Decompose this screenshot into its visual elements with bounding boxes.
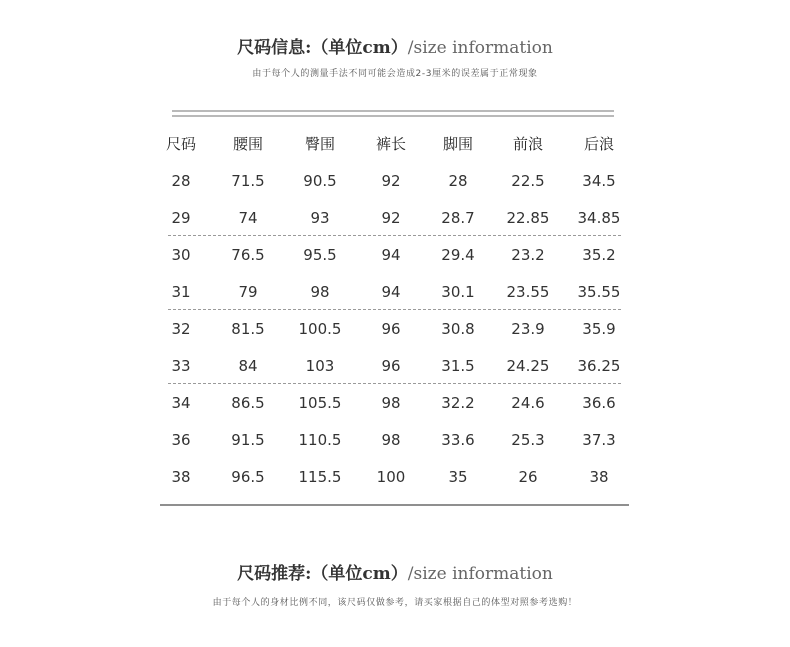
header-front-rise: 前浪 bbox=[512, 135, 543, 153]
cell-size: 31 bbox=[171, 283, 191, 301]
size-recommend-title-english: /size information bbox=[407, 564, 553, 584]
table-row bbox=[0, 242, 790, 268]
cell-hip: 93 bbox=[310, 209, 330, 227]
cell-front-rise: 23.9 bbox=[511, 320, 545, 338]
cell-length: 98 bbox=[381, 394, 401, 412]
cell-size: 29 bbox=[171, 209, 191, 227]
group-divider bbox=[168, 309, 621, 310]
cell-front-rise: 22.85 bbox=[506, 209, 550, 227]
cell-hip: 115.5 bbox=[298, 468, 342, 486]
table-row bbox=[0, 205, 790, 231]
cell-back-rise: 35.9 bbox=[582, 320, 616, 338]
header-back-rise: 后浪 bbox=[583, 135, 614, 153]
cell-back-rise: 35.2 bbox=[582, 246, 616, 264]
group-divider bbox=[168, 235, 621, 236]
cell-hip: 90.5 bbox=[303, 172, 337, 190]
cell-leg-opening: 29.4 bbox=[441, 246, 475, 264]
cell-size: 32 bbox=[171, 320, 191, 338]
size-info-title-bold: 尺码信息 bbox=[237, 38, 306, 58]
size-recommend-note: 由于每个人的身材比例不同，该尺码仅做参考，请买家根据自己的体型对照参考选购！ bbox=[212, 598, 578, 608]
size-info-title-english: /size information bbox=[407, 38, 553, 58]
cell-hip: 105.5 bbox=[298, 394, 342, 412]
cell-size: 36 bbox=[171, 431, 191, 449]
cell-size: 30 bbox=[171, 246, 191, 264]
cell-hip: 110.5 bbox=[298, 431, 342, 449]
cell-back-rise: 37.3 bbox=[582, 431, 616, 449]
cell-waist: 84 bbox=[238, 357, 258, 375]
header-hip: 臀围 bbox=[304, 135, 335, 153]
table-row bbox=[0, 353, 790, 379]
table-row bbox=[0, 464, 790, 490]
cell-length: 100 bbox=[376, 468, 406, 486]
cell-hip: 95.5 bbox=[303, 246, 337, 264]
table-top-rule bbox=[172, 110, 614, 112]
cell-front-rise: 24.25 bbox=[506, 357, 550, 375]
cell-waist: 86.5 bbox=[231, 394, 265, 412]
table-bottom-rule bbox=[160, 504, 629, 506]
cell-back-rise: 35.55 bbox=[577, 283, 621, 301]
cell-waist: 79 bbox=[238, 283, 258, 301]
cell-leg-opening: 30.8 bbox=[441, 320, 475, 338]
cell-leg-opening: 28 bbox=[448, 172, 468, 190]
cell-size: 28 bbox=[171, 172, 191, 190]
cell-front-rise: 22.5 bbox=[511, 172, 545, 190]
cell-waist: 74 bbox=[238, 209, 258, 227]
cell-size: 38 bbox=[171, 468, 191, 486]
cell-hip: 103 bbox=[305, 357, 335, 375]
cell-leg-opening: 28.7 bbox=[441, 209, 475, 227]
size-info-title bbox=[0, 33, 790, 58]
cell-length: 92 bbox=[381, 172, 401, 190]
cell-front-rise: 23.2 bbox=[511, 246, 545, 264]
cell-length: 94 bbox=[381, 283, 401, 301]
cell-leg-opening: 31.5 bbox=[441, 357, 475, 375]
cell-waist: 71.5 bbox=[231, 172, 265, 190]
cell-leg-opening: 30.1 bbox=[441, 283, 475, 301]
size-recommend-title-bold: 尺码推荐 bbox=[237, 564, 306, 584]
cell-length: 96 bbox=[381, 357, 401, 375]
size-info-title-unit: :（单位cm） bbox=[305, 38, 408, 58]
cell-front-rise: 26 bbox=[518, 468, 538, 486]
cell-waist: 91.5 bbox=[231, 431, 265, 449]
cell-waist: 81.5 bbox=[231, 320, 265, 338]
cell-back-rise: 36.25 bbox=[577, 357, 621, 375]
header-leg-opening: 脚围 bbox=[442, 135, 473, 153]
cell-waist: 76.5 bbox=[231, 246, 265, 264]
cell-leg-opening: 33.6 bbox=[441, 431, 475, 449]
cell-hip: 100.5 bbox=[298, 320, 342, 338]
table-row bbox=[0, 427, 790, 453]
cell-length: 94 bbox=[381, 246, 401, 264]
table-row bbox=[0, 279, 790, 305]
cell-front-rise: 25.3 bbox=[511, 431, 545, 449]
table-top-rule-second bbox=[172, 115, 614, 117]
cell-hip: 98 bbox=[310, 283, 330, 301]
group-divider bbox=[168, 383, 621, 384]
cell-length: 98 bbox=[381, 431, 401, 449]
header-size: 尺码 bbox=[165, 135, 196, 153]
cell-leg-opening: 32.2 bbox=[441, 394, 475, 412]
header-waist: 腰围 bbox=[232, 135, 263, 153]
cell-length: 92 bbox=[381, 209, 401, 227]
cell-front-rise: 23.55 bbox=[506, 283, 550, 301]
cell-front-rise: 24.6 bbox=[511, 394, 545, 412]
cell-back-rise: 34.85 bbox=[577, 209, 621, 227]
size-recommend-title bbox=[0, 559, 790, 584]
table-row bbox=[0, 168, 790, 194]
table-row bbox=[0, 316, 790, 342]
cell-leg-opening: 35 bbox=[448, 468, 468, 486]
cell-back-rise: 36.6 bbox=[582, 394, 616, 412]
cell-back-rise: 34.5 bbox=[582, 172, 616, 190]
table-row bbox=[0, 390, 790, 416]
cell-size: 34 bbox=[171, 394, 191, 412]
cell-back-rise: 38 bbox=[589, 468, 609, 486]
cell-length: 96 bbox=[381, 320, 401, 338]
size-info-note: 由于每个人的测量手法不同可能会造成2-3厘米的误差属于正常现象 bbox=[252, 69, 538, 79]
cell-size: 33 bbox=[171, 357, 191, 375]
table-header-row bbox=[0, 131, 790, 157]
size-recommend-title-unit: :（单位cm） bbox=[305, 564, 408, 584]
cell-waist: 96.5 bbox=[231, 468, 265, 486]
header-length: 裤长 bbox=[375, 135, 406, 153]
